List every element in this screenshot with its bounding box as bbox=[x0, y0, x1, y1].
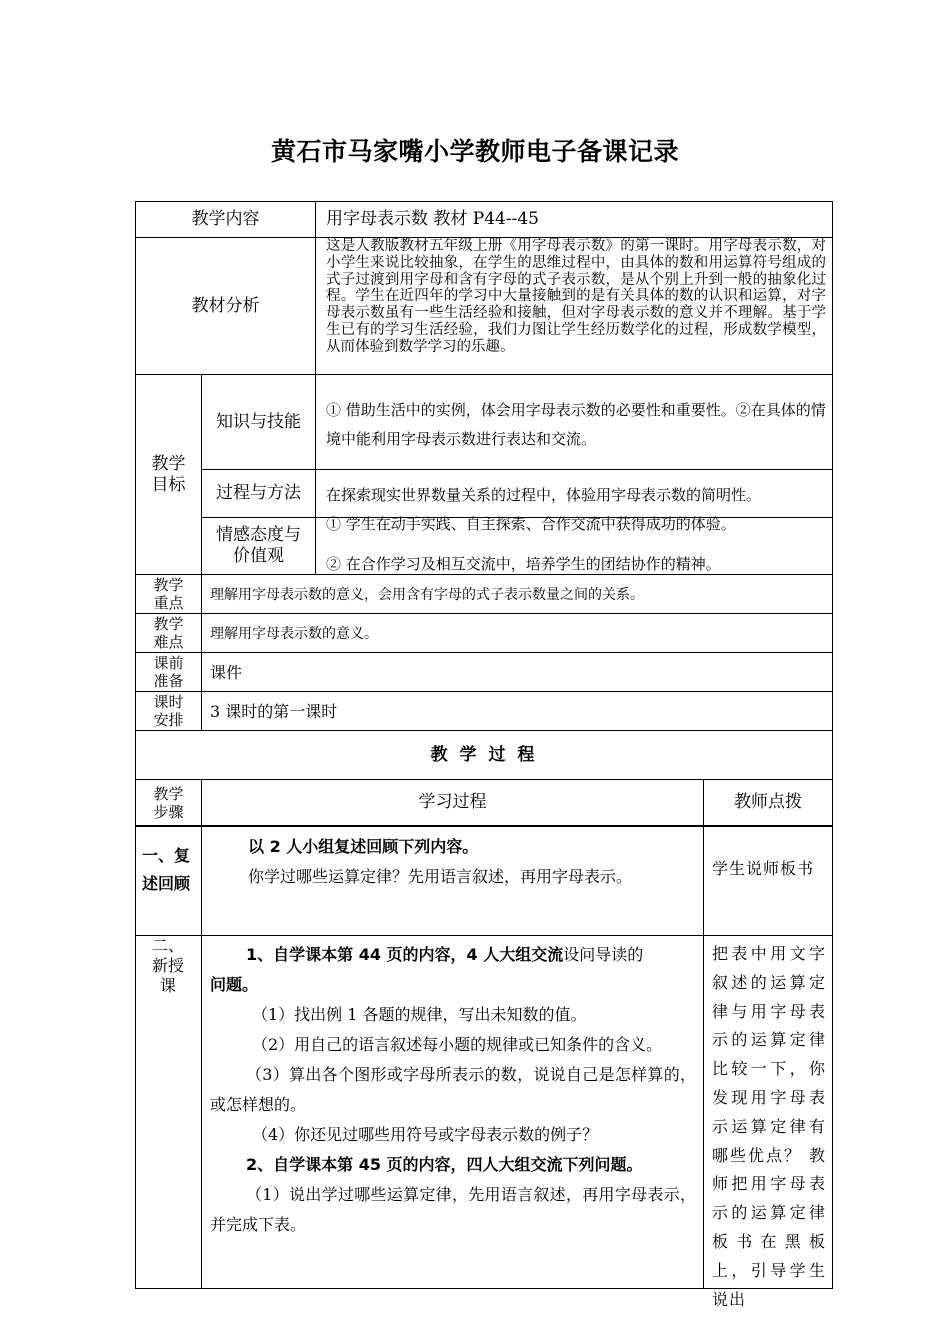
content-label: 教学内容 bbox=[191, 209, 260, 229]
step-2-para-5: （4）你还见过哪些用符号或字母表示数的例子？ bbox=[252, 1125, 599, 1144]
focus-value: 理解用字母表示数的意义，会用含有字母的式子表示数量之间的关系。 bbox=[210, 587, 644, 603]
step-2-para-3: （2）用自己的语言叙述每小题的规律或已知条件的含义。 bbox=[252, 1035, 663, 1054]
analysis-label: 教材分析 bbox=[191, 295, 260, 316]
header-step: 教学步骤 bbox=[153, 784, 184, 821]
prep-value: 课件 bbox=[210, 663, 243, 682]
step-2-para-1-tail: 问题。 bbox=[210, 975, 259, 994]
step-2-para-1 bbox=[210, 940, 696, 1000]
difficulty-label: 教学难点 bbox=[153, 615, 184, 651]
schedule-value: 3 课时的第一课时 bbox=[210, 702, 338, 721]
prep-label: 课前准备 bbox=[153, 654, 184, 690]
step-2-para-7: （1）说出学过哪些运算定律，先用语言叙述，再用字母表示，并完成下表。 bbox=[210, 1185, 696, 1234]
step-1-line-2: 你学过哪些运算定律？先用语言叙述，再用字母表示。 bbox=[248, 867, 633, 886]
process-value: 在探索现实世界数量关系的过程中，体验用字母表示数的简明性。 bbox=[326, 486, 762, 504]
knowledge-label: 知识与技能 bbox=[216, 411, 301, 432]
header-learning: 学习过程 bbox=[418, 792, 487, 812]
focus-label: 教学重点 bbox=[153, 576, 184, 612]
process-label: 过程与方法 bbox=[216, 483, 301, 503]
emotion-label: 情感态度与价值观 bbox=[216, 525, 301, 566]
header-tip: 教师点拨 bbox=[734, 792, 802, 812]
step-1-tip: 学生说师板书 bbox=[712, 859, 815, 878]
step-2-content bbox=[210, 940, 696, 1288]
content-value: 用字母表示数 教材 P44--45 bbox=[326, 209, 539, 229]
step-2-para-2: （1）找出例 1 各题的规律，写出未知数的值。 bbox=[252, 1005, 587, 1024]
process-section-title: 教 学 过 程 bbox=[430, 745, 538, 765]
step-2-para-4: （3）算出各个图形或字母所表示的数，说说自己是怎样算的，或怎样想的。 bbox=[210, 1065, 696, 1114]
step-2-para-1-bold: 1、自学课本第 44 页的内容，4 人大组交流 bbox=[246, 945, 564, 964]
page-title: 黄石市马家嘴小学教师电子备课记录 bbox=[270, 137, 679, 166]
knowledge-value: ① 借助生活中的实例，体会用字母表示数的必要性和重要性。②在具体的情境中能利用字母表示数进行表达和交流。 bbox=[326, 401, 826, 448]
step-1-line-1: 以 2 人小组复述回顾下列内容。 bbox=[248, 837, 479, 856]
goals-label: 教学目标 bbox=[151, 453, 186, 495]
emotion-value-1: ① 学生在动手实践、自主探索、合作交流中获得成功的体验。 bbox=[326, 515, 736, 533]
step-2-tip: 把表中用文字叙述的运算定律与用字母表示的运算定律比较一下，你发现用字母表示运算定律有哪些优点？ 教师把用字母表示的运算定律板书在黑板上，引导学生说出 bbox=[712, 944, 826, 1309]
emotion-value-2: ② 在合作学习及相互交流中，培养学生的团结协作的精神。 bbox=[326, 555, 721, 573]
step-2-para-1-rest: 设问导读的 bbox=[563, 945, 644, 964]
step-1-label: 一、复述回顾 bbox=[142, 846, 191, 893]
step-2-para-6: 2、自学课本第 45 页的内容，四人大组交流下列问题。 bbox=[246, 1155, 643, 1174]
difficulty-value: 理解用字母表示数的意义。 bbox=[210, 626, 378, 642]
analysis-value: 这是人教版教材五年级上册《用字母表示数》的第一课时。用字母表示数，对小学生来说比较抽象，在学生的思维过程中，由具体的数和用运算符号组成的式子过渡到用字母和含有字母的式子表示数，是从个别上升到一般的抽象化过程。学生在近四年的学习中大量接触到的是有关具体的数的认识和运算，对字母表示数虽有一些生活经验和接触，但对字母表示数的意义并不理解。基于学生已有的学习生活经验，我们力图让学生经历数学化的过程，形成数学模型，从而体验到数学学习的乐趣。 bbox=[326, 238, 826, 355]
step-2-label: 二、新授课 bbox=[151, 936, 184, 995]
schedule-label: 课时安排 bbox=[153, 693, 184, 729]
